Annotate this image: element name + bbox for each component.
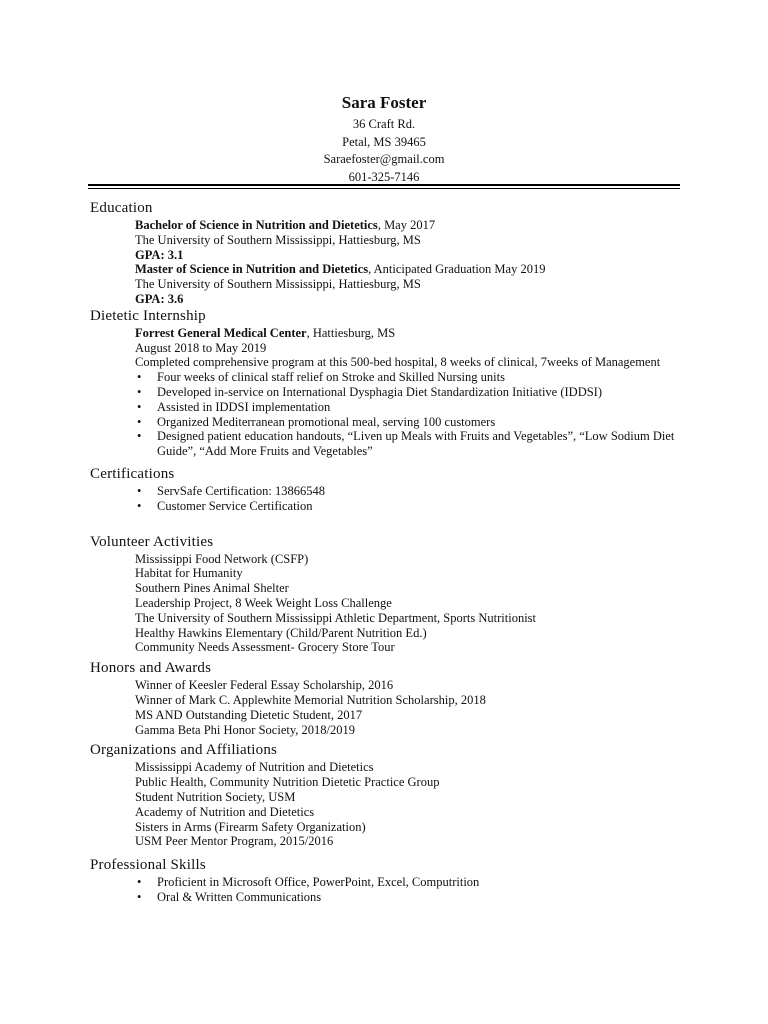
list-item: Southern Pines Animal Shelter xyxy=(135,581,289,596)
gpa-line: GPA: 3.1 xyxy=(135,247,184,262)
list-item: • Organized Mediterranean promotional meal, serving 100 customers xyxy=(135,415,680,430)
internship-org: Forrest General Medical Center xyxy=(135,325,307,340)
volunteer-list xyxy=(90,552,680,656)
list-item: Student Nutrition Society, USM xyxy=(135,789,296,804)
degree-line xyxy=(135,218,680,233)
address-line-1: 36 Craft Rd. xyxy=(352,117,416,131)
resume-header xyxy=(0,92,768,186)
school-line: The University of Southern Mississippi, Hattiesburg, MS xyxy=(135,232,421,247)
list-item: • Assisted in IDDSI implementation xyxy=(135,400,680,415)
degree-line xyxy=(135,262,680,277)
degree-name: Bachelor of Science in Nutrition and Dietetics xyxy=(135,218,378,232)
list-item: Community Needs Assessment- Grocery Store Tour xyxy=(135,640,395,655)
internship-location: , Hattiesburg, MS xyxy=(306,325,396,340)
header-divider-thin xyxy=(88,188,680,189)
candidate-name: Sara Foster xyxy=(341,93,427,112)
list-item: • Developed in-service on International Dysphagia Diet Standardization Initiative (IDDSI) xyxy=(135,385,680,400)
gpa-line: GPA: 3.6 xyxy=(135,291,184,306)
section-title-honors: Honors and Awards xyxy=(90,660,212,677)
resume-body xyxy=(90,199,680,905)
list-item: Academy of Nutrition and Dietetics xyxy=(135,804,315,819)
section-title-volunteer: Volunteer Activities xyxy=(90,533,214,550)
list-item: Gamma Beta Phi Honor Society, 2018/2019 xyxy=(135,722,355,737)
skills-list xyxy=(90,875,680,905)
list-item: Healthy Hawkins Elementary (Child/Parent Nutrition Ed.) xyxy=(135,625,427,640)
internship-dates: August 2018 to May 2019 xyxy=(135,340,267,355)
list-item: Habitat for Humanity xyxy=(135,566,243,581)
section-title-internship: Dietetic Internship xyxy=(90,307,206,324)
list-item: Leadership Project, 8 Week Weight Loss Challenge xyxy=(135,595,392,610)
section-title-skills: Professional Skills xyxy=(90,857,206,874)
address-line-2: Petal, MS 39465 xyxy=(342,134,426,149)
list-item: The University of Southern Mississippi Athletic Department, Sports Nutritionist xyxy=(135,610,537,625)
internship-bullets xyxy=(90,370,680,459)
internship-description: Completed comprehensive program at this 500-bed hospital, 8 weeks of clinical, 7weeks of Management xyxy=(135,355,661,370)
honors-list xyxy=(90,678,680,737)
certifications-list xyxy=(90,484,680,514)
list-item: • Oral & Written Communications xyxy=(135,890,680,905)
list-item: • Proficient in Microsoft Office, PowerPoint, Excel, Computrition xyxy=(135,875,680,890)
list-item: • ServSafe Certification: 13866548 xyxy=(135,484,680,499)
school-line: The University of Southern Mississippi, Hattiesburg, MS xyxy=(135,277,421,292)
section-title-education: Education xyxy=(90,200,153,216)
section-title-certifications: Certifications xyxy=(90,465,175,482)
header-divider-thick xyxy=(88,184,680,186)
list-item: MS AND Outstanding Dietetic Student, 2017 xyxy=(135,707,363,722)
list-item: Winner of Keesler Federal Essay Scholarship, 2016 xyxy=(135,678,394,693)
internship-org-line xyxy=(135,326,680,341)
list-item: • Designed patient education handouts, “Liven up Meals with Fruits and Vegetables”, “Low Sodium Diet Guide”, “Add More Fruits and Vegetables” xyxy=(135,429,680,459)
list-item: Winner of Mark C. Applewhite Memorial Nutrition Scholarship, 2018 xyxy=(135,692,486,707)
list-item: Public Health, Community Nutrition Dietetic Practice Group xyxy=(135,775,440,790)
list-item: USM Peer Mentor Program, 2015/2016 xyxy=(135,834,334,849)
degree-date: , May 2017 xyxy=(377,218,436,232)
section-title-organizations: Organizations and Affiliations xyxy=(90,742,278,759)
degree-date: , Anticipated Graduation May 2019 xyxy=(368,262,546,277)
degree-name: Master of Science in Nutrition and Dietetics xyxy=(135,262,369,277)
internship-details xyxy=(90,326,680,370)
organizations-list xyxy=(90,760,680,849)
email: Saraefoster@gmail.com xyxy=(323,152,445,166)
list-item: • Customer Service Certification xyxy=(135,499,680,514)
list-item: Mississippi Food Network (CSFP) xyxy=(135,551,309,566)
phone: 601-325-7146 xyxy=(348,169,420,184)
list-item: • Four weeks of clinical staff relief on Stroke and Skilled Nursing units xyxy=(135,370,680,385)
education-list xyxy=(90,218,680,307)
list-item: Sisters in Arms (Firearm Safety Organization) xyxy=(135,819,366,834)
list-item: Mississippi Academy of Nutrition and Dietetics xyxy=(135,760,374,775)
